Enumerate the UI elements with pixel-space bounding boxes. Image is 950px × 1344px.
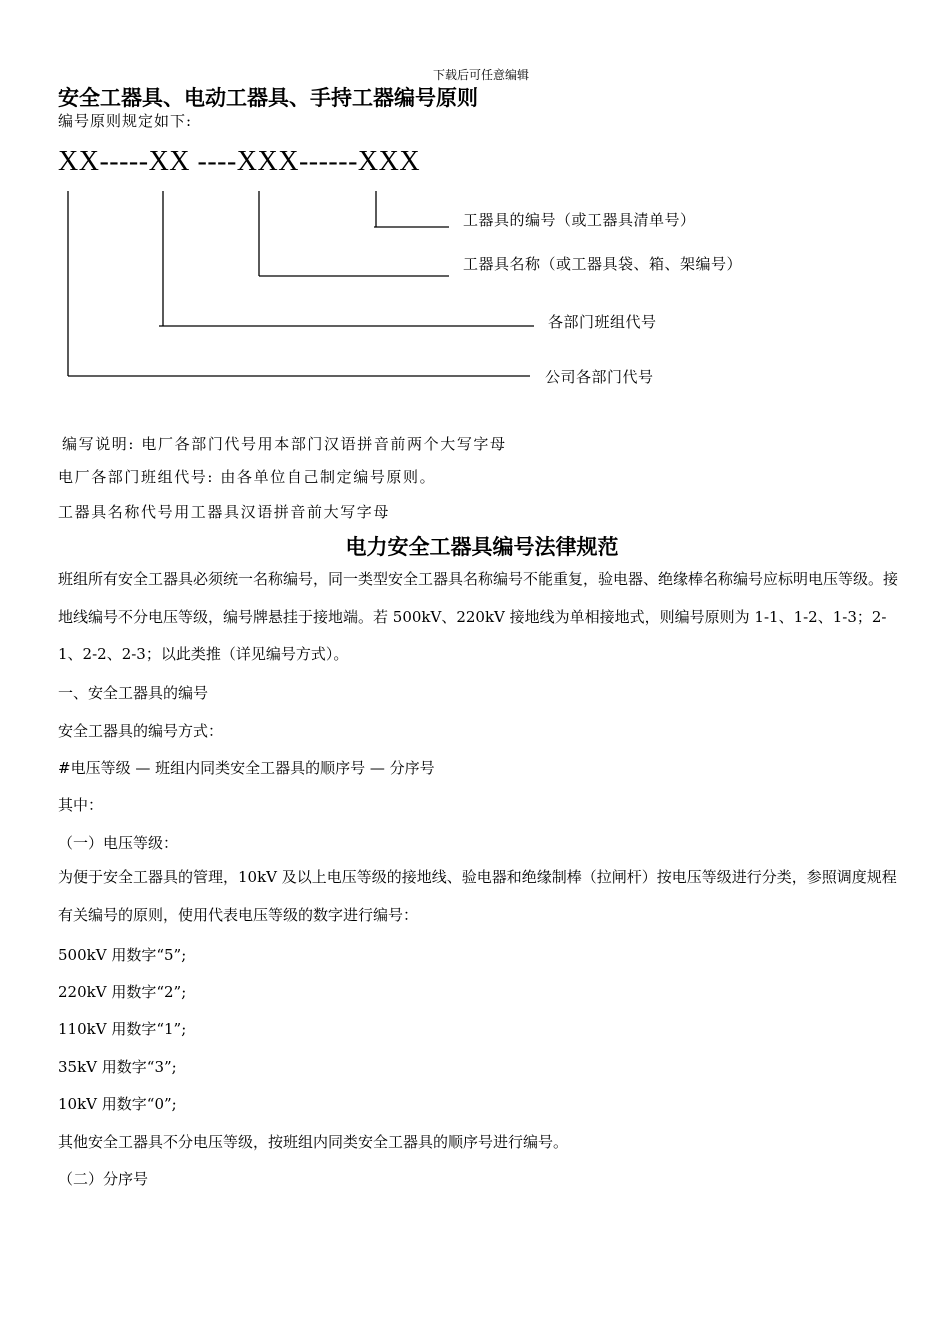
intro-paragraph: 班组所有安全工器具必须统一名称编号，同一类型安全工器具名称编号不能重复，验电器、绝缘棒名称编号应标明电压等级。接地线编号不分电压等级，编号牌悬挂于接地端。若 500kV、220kV 接地线为单相接地式，则编号原则为 1-1、1-2、1-3；2-1、2-2、2-3；以此类推（详见编号方式）。	[58, 570, 899, 663]
sub2-heading: （二）分序号	[58, 1170, 149, 1188]
note-line: 编写说明: 电厂各部门代号用本部门汉语拼音前两个大写字母	[62, 435, 507, 453]
voltage-code-item: 220kV 用数字“2”;	[58, 983, 187, 1001]
voltage-code-item: 35kV 用数字“3”;	[58, 1058, 177, 1076]
section-title: 电力安全工器具编号法律规范	[345, 534, 619, 559]
label-company-dept-code: 公司各部门代号	[545, 368, 654, 386]
among-label: 其中：	[58, 796, 104, 814]
note-line: 工器具名称代号用工器具汉语拼音前大写字母	[58, 503, 391, 521]
numbering-method-label: 安全工器具的编号方式：	[58, 722, 224, 740]
other-tools-line: 其他安全工器具不分电压等级，按班组内同类安全工器具的顺序号进行编号。	[58, 1133, 569, 1151]
label-tool-name: 工器具名称（或工器具袋、箱、架编号）	[463, 255, 743, 273]
numbering-format: #电压等级 — 班组内同类安全工器具的顺序号 — 分序号	[58, 759, 435, 777]
note-line: 电厂各部门班组代号: 由各单位自己制定编号原则。	[58, 468, 437, 486]
voltage-code-item: 10kV 用数字“0”;	[58, 1095, 177, 1113]
voltage-code-item: 110kV 用数字“1”;	[58, 1020, 187, 1038]
main-title: 安全工器具、电动工器具、手持工器编号原则	[58, 85, 478, 110]
sub1-heading: （一）电压等级：	[58, 834, 179, 852]
section1-heading: 一、安全工器具的编号	[58, 684, 209, 702]
voltage-code-item: 500kV 用数字“5”;	[58, 946, 187, 964]
voltage-paragraph: 为便于安全工器具的管理，10kV 及以上电压等级的接地线、验电器和绝缘制棒（拉闸杆）按电压等级进行分类，参照调度规程有关编号的原则，使用代表电压等级的数字进行编号：	[58, 868, 897, 924]
code-format: XX-----XX ----XXX------XXX	[58, 146, 421, 177]
header-note: 下载后可任意编辑	[432, 68, 529, 82]
label-tool-number: 工器具的编号（或工器具清单号）	[463, 211, 696, 229]
subtitle: 编号原则规定如下:	[58, 112, 193, 130]
label-team-code: 各部门班组代号	[548, 313, 657, 331]
